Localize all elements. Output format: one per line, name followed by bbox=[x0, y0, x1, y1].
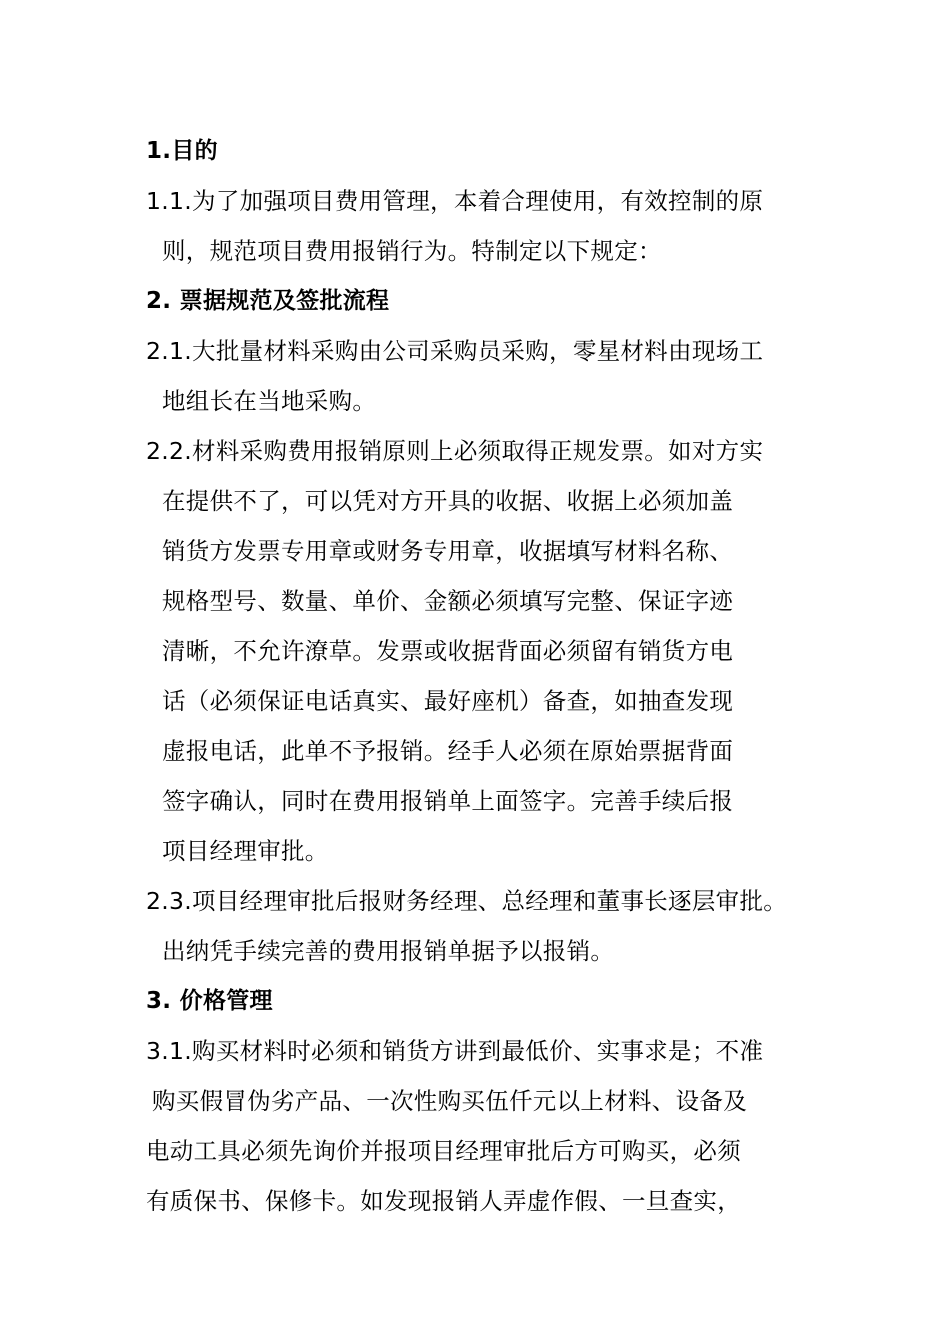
paragraph-line: 签字确认，同时在费用报销单上面签字。完善手续后报 bbox=[162, 787, 734, 815]
paragraph-line: 在提供不了，可以凭对方开具的收据、收据上必须加盖 bbox=[162, 487, 734, 515]
paragraph-line: 地组长在当地采购。 bbox=[162, 387, 377, 415]
paragraph-line: 2.3.项目经理审批后报财务经理、总经理和董事长逐层审批。 bbox=[146, 887, 788, 915]
paragraph-line: 2.1.大批量材料采购由公司采购员采购，零星材料由现场工 bbox=[146, 337, 764, 365]
section-heading-purpose: 1.目的 bbox=[146, 138, 218, 164]
paragraph-line: 话（必须保证电话真实、最好座机）备查，如抽查发现 bbox=[162, 687, 734, 715]
paragraph-line: 销货方发票专用章或财务专用章，收据填写材料名称、 bbox=[162, 537, 734, 565]
paragraph-line: 有质保书、保修卡。如发现报销人弄虚作假、一旦查实， bbox=[146, 1187, 741, 1215]
paragraph-line: 2.2.材料采购费用报销原则上必须取得正规发票。如对方实 bbox=[146, 437, 764, 465]
paragraph-line: 虚报电话，此单不予报销。经手人必须在原始票据背面 bbox=[162, 737, 734, 765]
paragraph-line: 规格型号、数量、单价、金额必须填写完整、保证字迹 bbox=[162, 587, 734, 615]
paragraph-line: 3.1.购买材料时必须和销货方讲到最低价、实事求是；不准 bbox=[146, 1037, 764, 1065]
paragraph-line: 项目经理审批。 bbox=[162, 837, 329, 865]
paragraph-line: 出纳凭手续完善的费用报销单据予以报销。 bbox=[162, 937, 615, 965]
section-heading-invoice-approval: 2. 票据规范及签批流程 bbox=[146, 288, 390, 314]
section-heading-price-management: 3. 价格管理 bbox=[146, 988, 273, 1014]
paragraph-line: 清晰，不允许潦草。发票或收据背面必须留有销货方电 bbox=[162, 637, 734, 665]
paragraph-line: 1.1.为了加强项目费用管理，本着合理使用，有效控制的原 bbox=[146, 187, 764, 215]
paragraph-line: 购买假冒伪劣产品、一次性购买伍仟元以上材料、设备及 bbox=[152, 1087, 747, 1115]
paragraph-line: 电动工具必须先询价并报项目经理审批后方可购买，必须 bbox=[146, 1137, 741, 1165]
paragraph-line: 则，规范项目费用报销行为。特制定以下规定： bbox=[162, 237, 662, 265]
